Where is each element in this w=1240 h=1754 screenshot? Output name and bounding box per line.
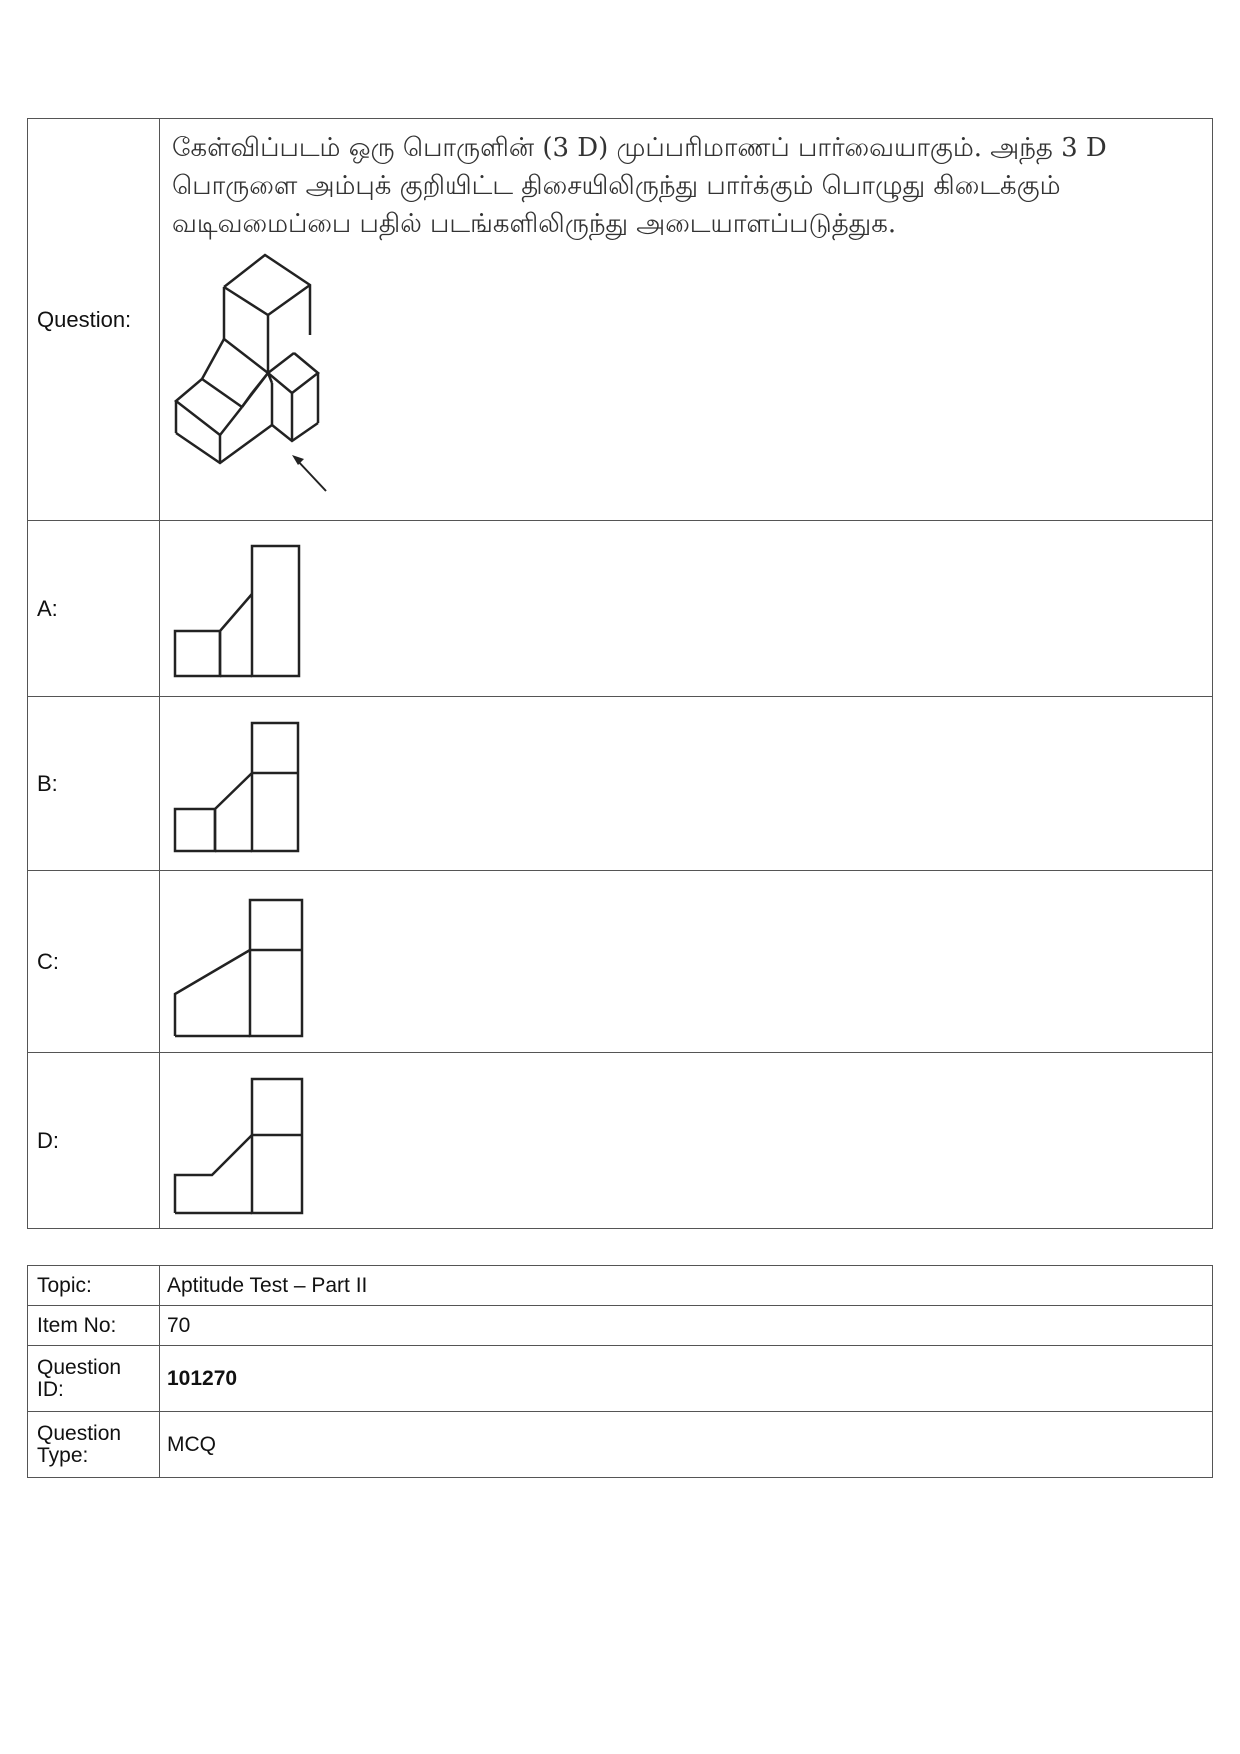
option-row-c	[28, 871, 1213, 1053]
question-text	[172, 129, 1200, 243]
question-text-line: பொருளை அம்புக் குறியிட்ட திசையிலிருந்து பார்க்கும் பொழுது கிடைக்கும்	[172, 171, 1061, 201]
option-content-b	[160, 697, 1213, 871]
isometric-object-drawing	[176, 255, 318, 463]
topic-label: Topic:	[28, 1266, 160, 1306]
option-label-d: D:	[28, 1053, 160, 1229]
option-row-b	[28, 697, 1213, 871]
option-label-a: A:	[28, 521, 160, 697]
view-direction-arrow	[292, 455, 326, 491]
question-text-line: கேள்விப்படம் ஒரு பொருளின் (3 D) முப்பரிமாணப் பார்வையாகும். அந்த 3 D	[172, 133, 1107, 163]
option-content-c	[160, 871, 1213, 1053]
question-text-line: வடிவமைப்பை பதில் படங்களிலிருந்து அடையாளப்படுத்துக.	[172, 209, 897, 239]
meta-row-item	[28, 1306, 1213, 1346]
question-label: Question:	[28, 119, 160, 521]
metadata-table	[27, 1265, 1213, 1478]
meta-row-topic	[28, 1266, 1213, 1306]
option-content-d	[160, 1053, 1213, 1229]
meta-row-qid	[28, 1346, 1213, 1412]
topic-value: Aptitude Test – Part II	[160, 1266, 1213, 1306]
isometric-object-figure	[172, 243, 392, 493]
option-a-figure	[172, 534, 332, 684]
item-no-label: Item No:	[28, 1306, 160, 1346]
question-type-value: MCQ	[160, 1412, 1213, 1478]
question-row	[28, 119, 1213, 521]
item-no-value: 70	[160, 1306, 1213, 1346]
option-b-figure	[172, 709, 332, 859]
question-table	[27, 118, 1213, 1229]
option-d-figure	[172, 1061, 332, 1221]
question-id-label: Question ID:	[28, 1346, 160, 1412]
option-content-a	[160, 521, 1213, 697]
question-type-label: Question Type:	[28, 1412, 160, 1478]
option-row-d	[28, 1053, 1213, 1229]
meta-row-qtype	[28, 1412, 1213, 1478]
option-c-figure	[172, 882, 332, 1042]
question-id-value: 101270	[160, 1346, 1213, 1412]
option-label-c: C:	[28, 871, 160, 1053]
question-content	[160, 119, 1213, 521]
option-label-b: B:	[28, 697, 160, 871]
option-row-a	[28, 521, 1213, 697]
